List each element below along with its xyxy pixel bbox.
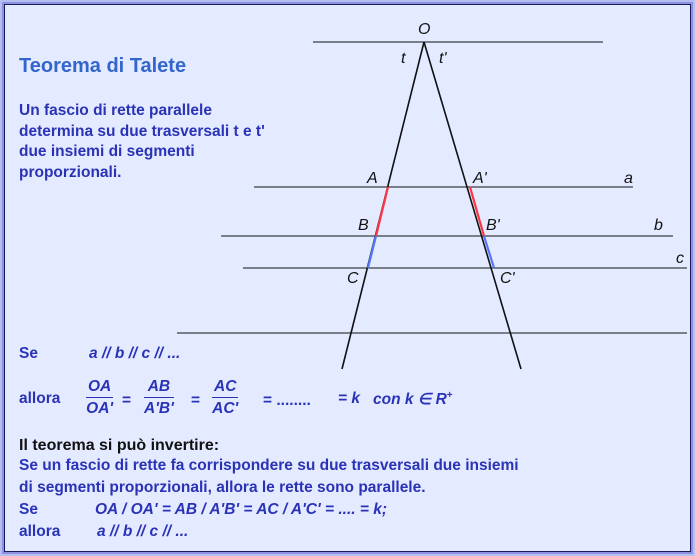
equals-k: = k: [338, 390, 360, 407]
inverse-line-1: Se un fascio di rette fa corrispondere su due trasversali due insiemi: [19, 457, 519, 474]
slide-frame: [4, 4, 691, 552]
label-a: a: [624, 170, 633, 187]
thesis-label: allora: [19, 390, 61, 407]
label-A-prime: A': [473, 170, 487, 187]
segment-AB: [376, 187, 388, 236]
label-C-prime: C': [500, 270, 515, 287]
hypothesis-text: a // b // c // ...: [89, 345, 181, 362]
fraction-AC-numerator: AC: [212, 378, 238, 398]
label-O: O: [418, 21, 431, 38]
statement-line-4: proporzionali.: [19, 163, 122, 181]
fraction-OA-denominator: OA': [86, 400, 114, 417]
inverse-line-2: di segmenti proporzionali, allora le rette sono parallele.: [19, 479, 426, 496]
fraction-AC-denominator: AC': [212, 400, 239, 417]
transversal-t-prime: [424, 42, 521, 369]
label-b: b: [654, 217, 663, 234]
label-B: B: [358, 217, 369, 234]
inverse-allora-label: allora: [19, 523, 61, 540]
statement-line-1: Un fascio di rette parallele: [19, 102, 212, 119]
statement-line-3: due insiemi di segmenti: [19, 143, 195, 160]
inverse-se-label: Se: [19, 501, 38, 518]
k-condition-text: con k ∈ R: [373, 391, 447, 409]
equals-sign-1: =: [122, 392, 132, 409]
fraction-AB-denominator: A'B': [144, 400, 174, 417]
fraction-AB: [144, 378, 174, 418]
label-t-prime: t': [439, 50, 447, 67]
equals-dots: = ........: [263, 392, 311, 409]
hypothesis-label: Se: [19, 345, 38, 362]
inverse-heading: Il teorema si può invertire:: [19, 437, 220, 454]
inverse-allora-text: a // b // c // ...: [97, 523, 189, 540]
k-condition: [373, 390, 453, 409]
label-c: c: [676, 250, 684, 267]
label-t: t: [401, 50, 406, 67]
k-condition-superscript: +: [446, 390, 453, 401]
fraction-AB-numerator: AB: [144, 378, 174, 398]
statement-line-2: determina su due trasversali t e t': [19, 122, 265, 140]
segment-A-prime-B-prime: [470, 187, 484, 236]
label-B-prime: B': [486, 217, 500, 234]
fraction-OA: [86, 378, 113, 418]
fraction-AC: [212, 378, 238, 418]
segment-BC: [368, 236, 376, 268]
label-A: A: [367, 170, 378, 187]
label-C: C: [347, 270, 359, 287]
inverse-se-text: OA / OA' = AB / A'B' = AC / A'C' = .... = k;: [95, 501, 388, 518]
page-title: Teorema di Talete: [19, 55, 187, 77]
fraction-OA-numerator: OA: [86, 378, 113, 398]
equals-sign-2: =: [191, 392, 201, 409]
